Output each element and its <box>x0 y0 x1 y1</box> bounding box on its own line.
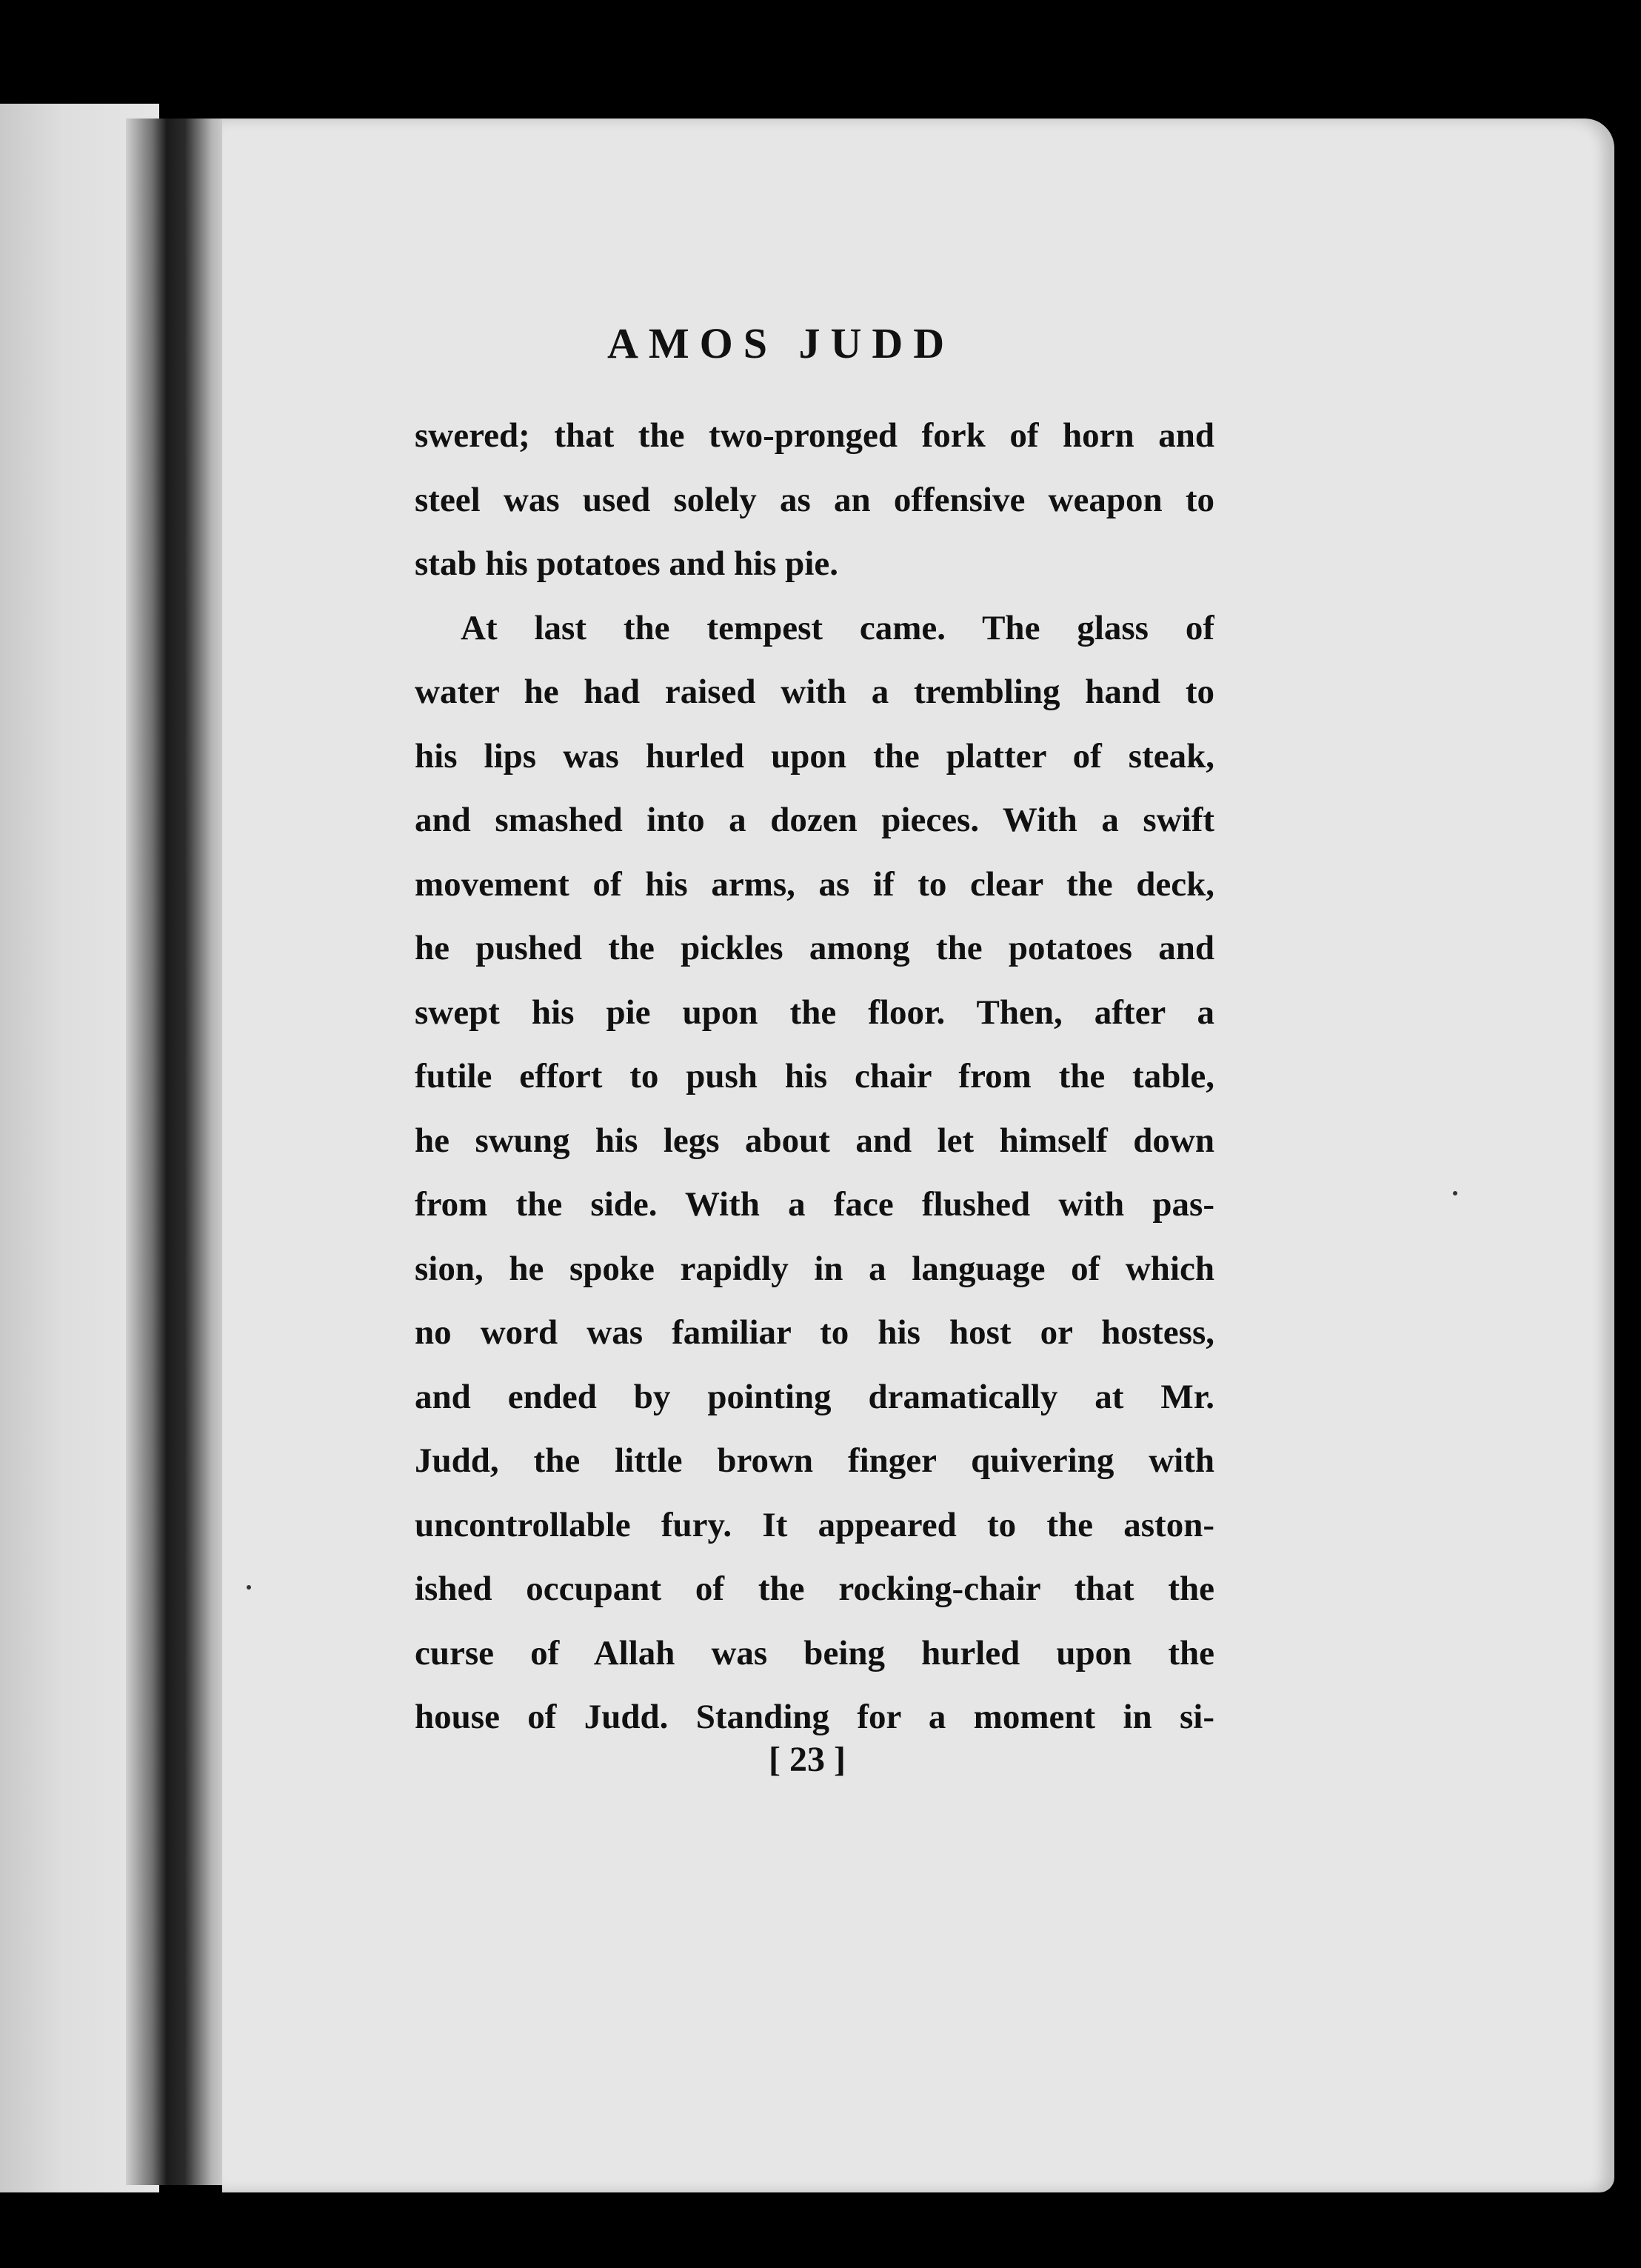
text-line: he pushed the pickles among the potatoes and <box>415 929 1214 967</box>
text-line: uncontrollable fury. It appeared to the aston- <box>415 1505 1214 1544</box>
text-line: ished occupant of the rocking-chair that the <box>415 1570 1214 1608</box>
body-text <box>415 404 1214 1750</box>
page-number: [ 23 ] <box>769 1740 846 1779</box>
text-line: from the side. With a face flushed with pas- <box>415 1185 1214 1224</box>
text-line: water he had raised with a trembling hand to <box>415 673 1214 711</box>
text-line: swept his pie upon the floor. Then, after a <box>415 993 1214 1032</box>
text-line: Judd, the little brown finger quivering with <box>415 1441 1214 1480</box>
book-gutter <box>126 119 233 2185</box>
text-line: no word was familiar to his host or hostess, <box>415 1313 1214 1352</box>
paper-speck <box>1453 1191 1457 1195</box>
text-line: house of Judd. Standing for a moment in si- <box>415 1698 1214 1736</box>
text-line: sion, he spoke rapidly in a language of which <box>415 1249 1214 1288</box>
running-head: AMOS JUDD <box>607 319 955 367</box>
text-line: and smashed into a dozen pieces. With a swift <box>415 801 1214 839</box>
text-line: At last the tempest came. The glass of <box>461 608 1214 647</box>
text-line: futile effort to push his chair from the table, <box>415 1057 1214 1095</box>
text-line: swered; that the two-pronged fork of horn and <box>415 416 1214 455</box>
text-line: he swung his legs about and let himself down <box>415 1121 1214 1160</box>
paper-speck <box>247 1585 251 1590</box>
text-line: stab his potatoes and his pie. <box>415 544 838 583</box>
text-line: and ended by pointing dramatically at Mr. <box>415 1377 1214 1416</box>
text-line: curse of Allah was being hurled upon the <box>415 1633 1214 1672</box>
text-line: movement of his arms, as if to clear the deck, <box>415 864 1214 904</box>
text-line: his lips was hurled upon the platter of steak, <box>415 736 1214 776</box>
text-line: steel was used solely as an offensive weapon to <box>415 480 1214 519</box>
